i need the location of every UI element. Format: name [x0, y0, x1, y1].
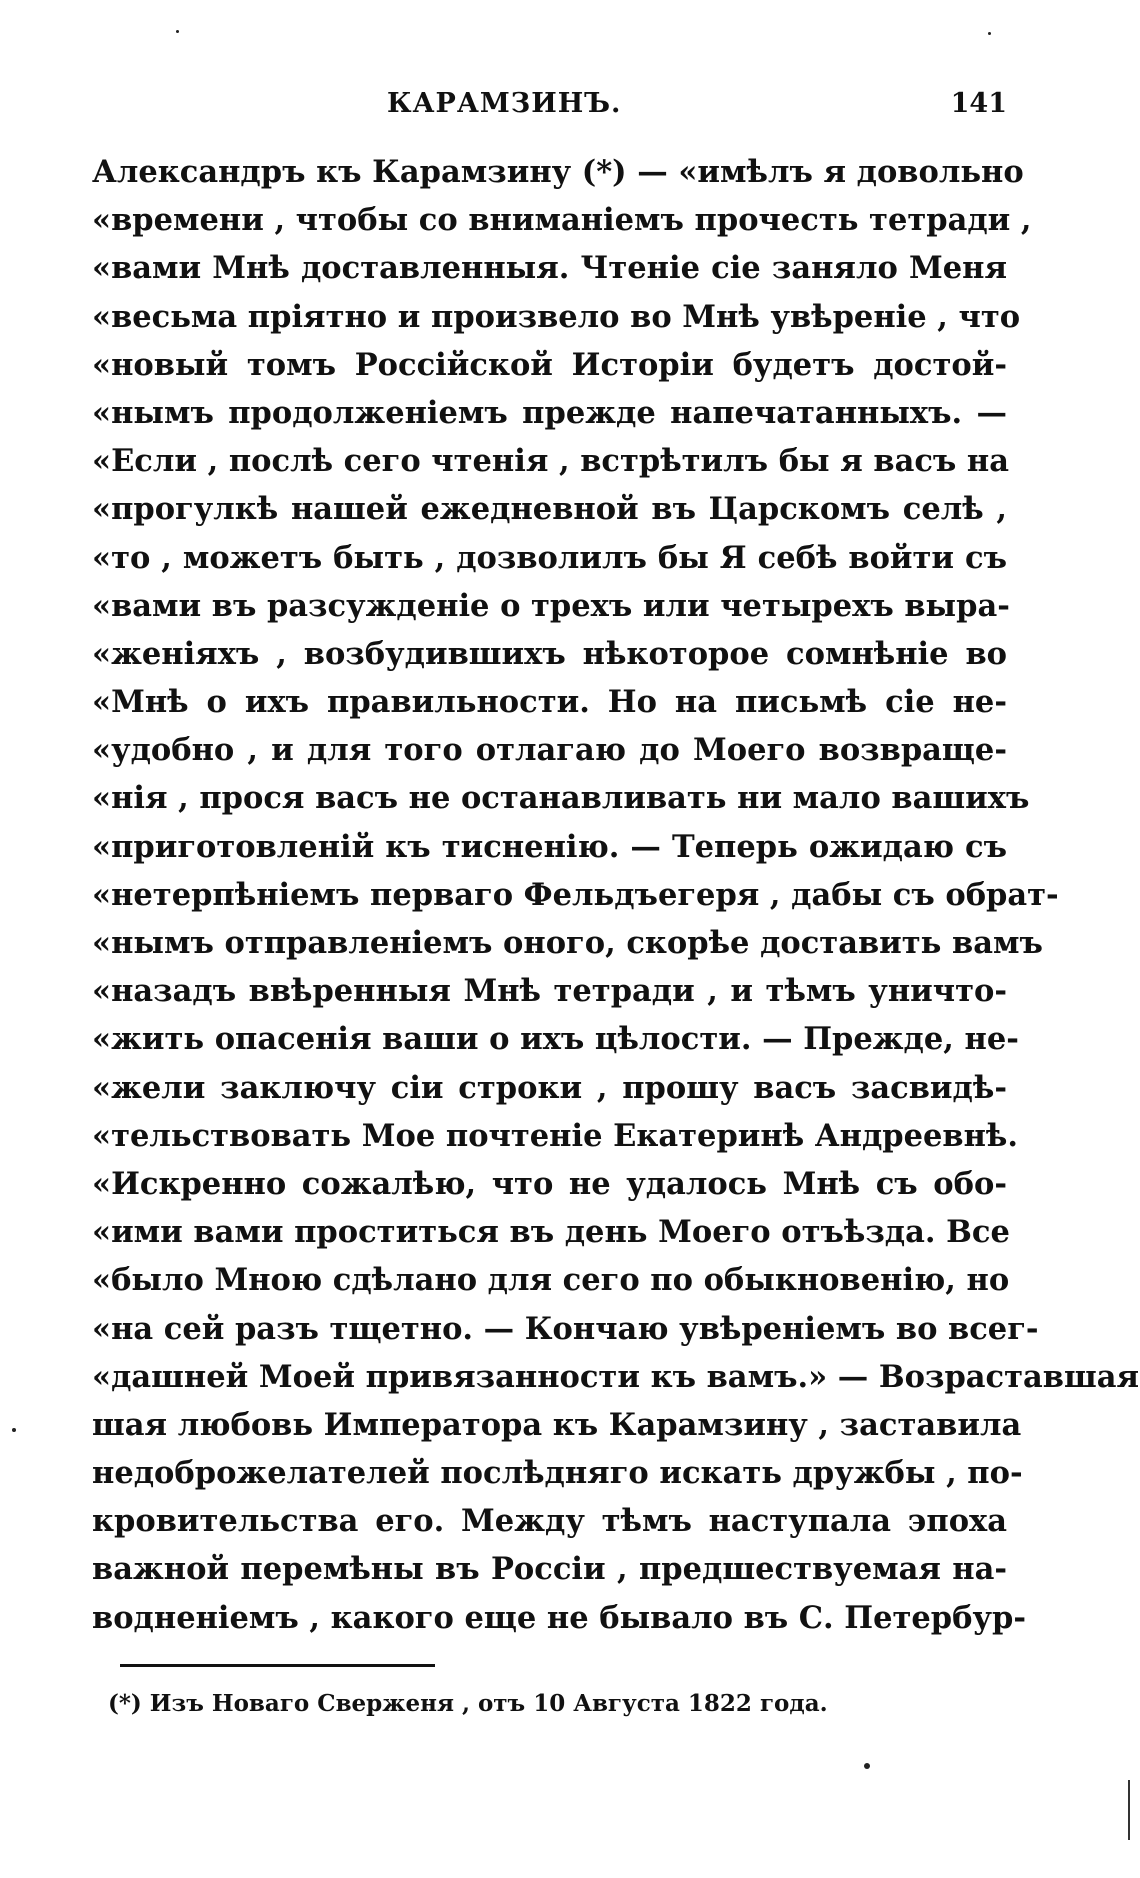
scan-speck	[176, 30, 179, 33]
text-line: шая любовь Императора къ Карамзину , заставила	[92, 1406, 1022, 1443]
body-text	[92, 148, 1140, 1642]
scan-speck	[12, 1428, 16, 1432]
text-line: «весьма пріятно и произвело во Мнѣ увѣреніе , что	[92, 298, 1021, 335]
text-line: недоброжелателей послѣдняго искать дружбы , по-	[92, 1455, 1023, 1492]
text-line: «тельствовать Мое почтеніе Екатеринѣ Андреевнѣ.	[92, 1117, 1018, 1154]
text-line: «то , можетъ быть , дозволилъ бы Я себѣ войти съ	[92, 539, 1007, 576]
text-line: «женіяхъ , возбудившихъ нѣкоторое сомнѣніе во	[92, 635, 1007, 672]
text-line: «жели заключу сіи строки , прошу васъ засвидѣ-	[92, 1069, 1007, 1106]
text-line: «времени , чтобы со вниманіемъ прочесть тетради ,	[92, 202, 1032, 239]
text-line: «было Мною сдѣлано для сего по обыкновенію, но	[92, 1262, 1010, 1299]
text-line: «приготовленій къ тисненію. — Теперь ожидаю съ	[92, 828, 1007, 865]
text-line: «на сей разъ тщетно. — Кончаю увѣреніемъ во всег-	[92, 1310, 1039, 1347]
text-line: «нія , прося васъ не останавливать ни мало вашихъ	[92, 780, 1030, 817]
text-line: водненіемъ , какого еще не бывало въ С. Петербур-	[92, 1599, 1026, 1636]
page-header	[92, 88, 1007, 128]
text-line: «Искренно сожалѣю, что не удалось Мнѣ съ обо-	[92, 1165, 1007, 1202]
running-title: КАРАМЗИНЪ.	[387, 88, 622, 119]
scan-speck	[988, 32, 991, 35]
footnote: (*) Изъ Новаго Сверженя , отъ 10 Августа 1822 года.	[108, 1690, 828, 1717]
text-line: «нетерпѣніемъ перваго Фельдъегеря , дабы съ обрат-	[92, 876, 1059, 913]
text-line: «удобно , и для того отлагаю до Моего возвраще-	[92, 732, 1007, 769]
text-line: «вами въ разсужденіе о трехъ или четырехъ выра-	[92, 587, 1010, 624]
text-line: «Мнѣ о ихъ правильности. Но на письмѣ сіе не-	[92, 684, 1007, 721]
footnote-rule	[120, 1664, 435, 1667]
page-number: 141	[950, 88, 1007, 119]
text-line: «назадъ ввѣренныя Мнѣ тетради , и тѣмъ уничто-	[92, 973, 1007, 1010]
text-line: важной перемѣны въ Россіи , предшествуемая на-	[92, 1551, 1007, 1588]
text-line: «вами Мнѣ доставленныя. Чтеніе сіе заняло Меня	[92, 250, 1007, 287]
text-line: «новый томъ Россійской Исторіи будетъ достой-	[92, 346, 1007, 383]
text-line: Александръ къ Карамзину (*) — «имѣлъ я довольно	[92, 154, 1024, 190]
text-line: «жить опасенія ваши о ихъ цѣлости. — Прежде, не-	[92, 1021, 1019, 1058]
scan-edge-mark	[1128, 1780, 1130, 1840]
text-line: «прогулкѣ нашей ежедневной въ Царскомъ селѣ ,	[92, 491, 1007, 528]
text-line: «нымъ продолженіемъ прежде напечатанныхъ. —	[92, 394, 1007, 431]
scan-speck	[864, 1763, 870, 1769]
text-line: «ими вами проститься въ день Моего отъѣзда. Все	[92, 1214, 1010, 1251]
text-line: «дашней Моей привязанности къ вамъ.» — Возраставшая	[92, 1358, 1140, 1395]
text-line: кровительства его. Между тѣмъ наступала эпоха	[92, 1503, 1007, 1540]
text-line: «нымъ отправленіемъ оного, скорѣе доставить вамъ	[92, 925, 1043, 961]
text-line: «Если , послѣ сего чтенія , встрѣтилъ бы я васъ на	[92, 443, 1010, 480]
